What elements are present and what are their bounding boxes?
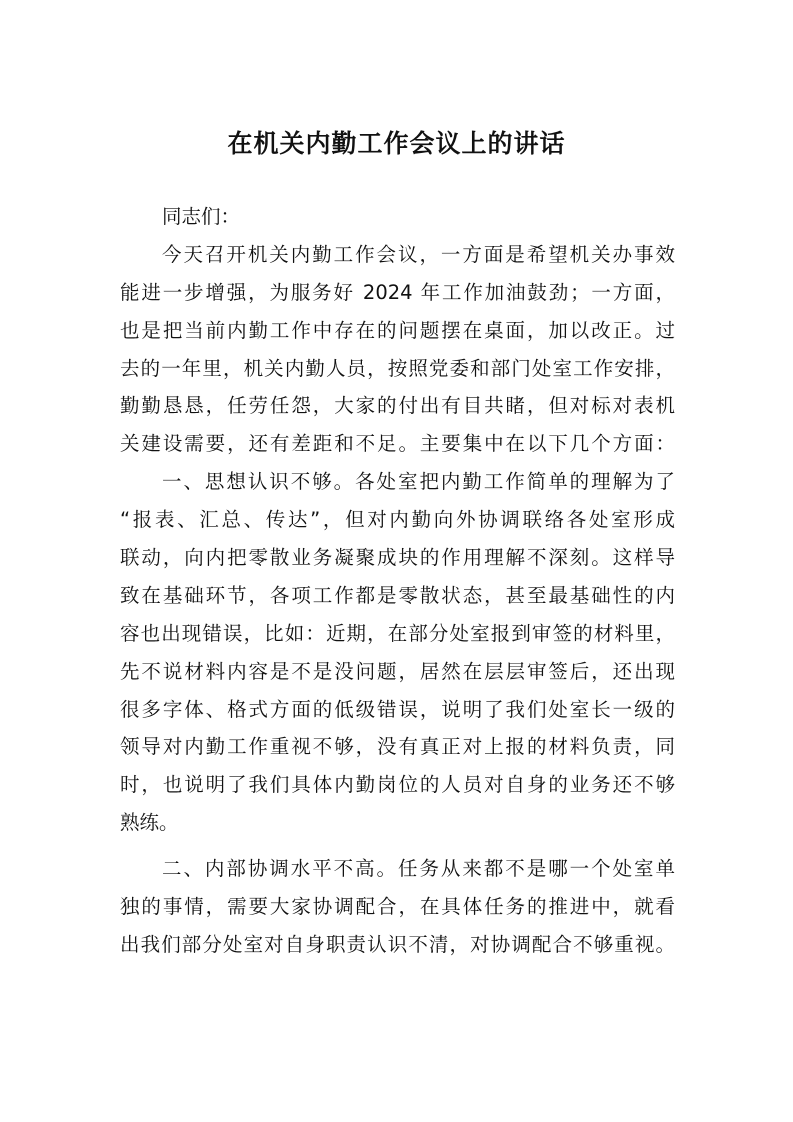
paragraph-line: 时，也说明了我们具体内勤岗位的人员对自身的业务还不够 xyxy=(120,773,675,797)
paragraph-line: 出我们部分处室对自身职责认识不清，对协调配合不够重视。 xyxy=(120,932,675,956)
paragraph-line: 也是把当前内勤工作中存在的问题摆在桌面，加以改正。过 xyxy=(120,318,675,342)
document-body xyxy=(120,198,675,964)
paragraph-line: “报表、汇总、传达”，但对内勤向外协调联络各处室形成 xyxy=(120,508,675,532)
paragraph-line: 二、内部协调水平不高。任务从来都不是哪一个处室单 xyxy=(162,857,675,881)
paragraph-line: 容也出现错误，比如：近期，在部分处室报到审签的材料里， xyxy=(120,621,675,645)
paragraph-line: 去的一年里，机关内勤人员，按照党委和部门处室工作安排， xyxy=(120,356,675,380)
paragraph-line: 领导对内勤工作重视不够，没有真正对上报的材料负责，同 xyxy=(120,735,675,759)
paragraph-line: 致在基础环节，各项工作都是零散状态，甚至最基础性的内 xyxy=(120,583,675,607)
paragraph-line: 勤勤恳恳，任劳任怨，大家的付出有目共睹，但对标对表机 xyxy=(120,394,675,418)
paragraph-line: 关建设需要，还有差距和不足。主要集中在以下几个方面： xyxy=(120,432,675,456)
paragraph-line: 一、思想认识不够。各处室把内勤工作简单的理解为了 xyxy=(162,470,675,494)
paragraph-line: 熟练。 xyxy=(120,811,179,835)
greeting: 同志们： xyxy=(162,205,241,228)
paragraph-line: 先不说材料内容是不是没问题，居然在层层审签后，还出现 xyxy=(120,659,675,683)
paragraph-gap xyxy=(120,842,675,850)
paragraph-line: 很多字体、格式方面的低级错误，说明了我们处室长一级的 xyxy=(120,697,675,721)
document-title: 在机关内勤工作会议上的讲话 xyxy=(227,129,566,158)
paragraph-line: 联动，向内把零散业务凝聚成块的作用理解不深刻。这样导 xyxy=(120,546,675,570)
paragraph-line: 独的事情，需要大家协调配合，在具体任务的推进中，就看 xyxy=(120,895,675,919)
paragraph-line: 能进一步增强，为服务好 2024 年工作加油鼓劲；一方面， xyxy=(120,280,675,304)
paragraph-line: 今天召开机关内勤工作会议，一方面是希望机关办事效 xyxy=(162,242,675,266)
